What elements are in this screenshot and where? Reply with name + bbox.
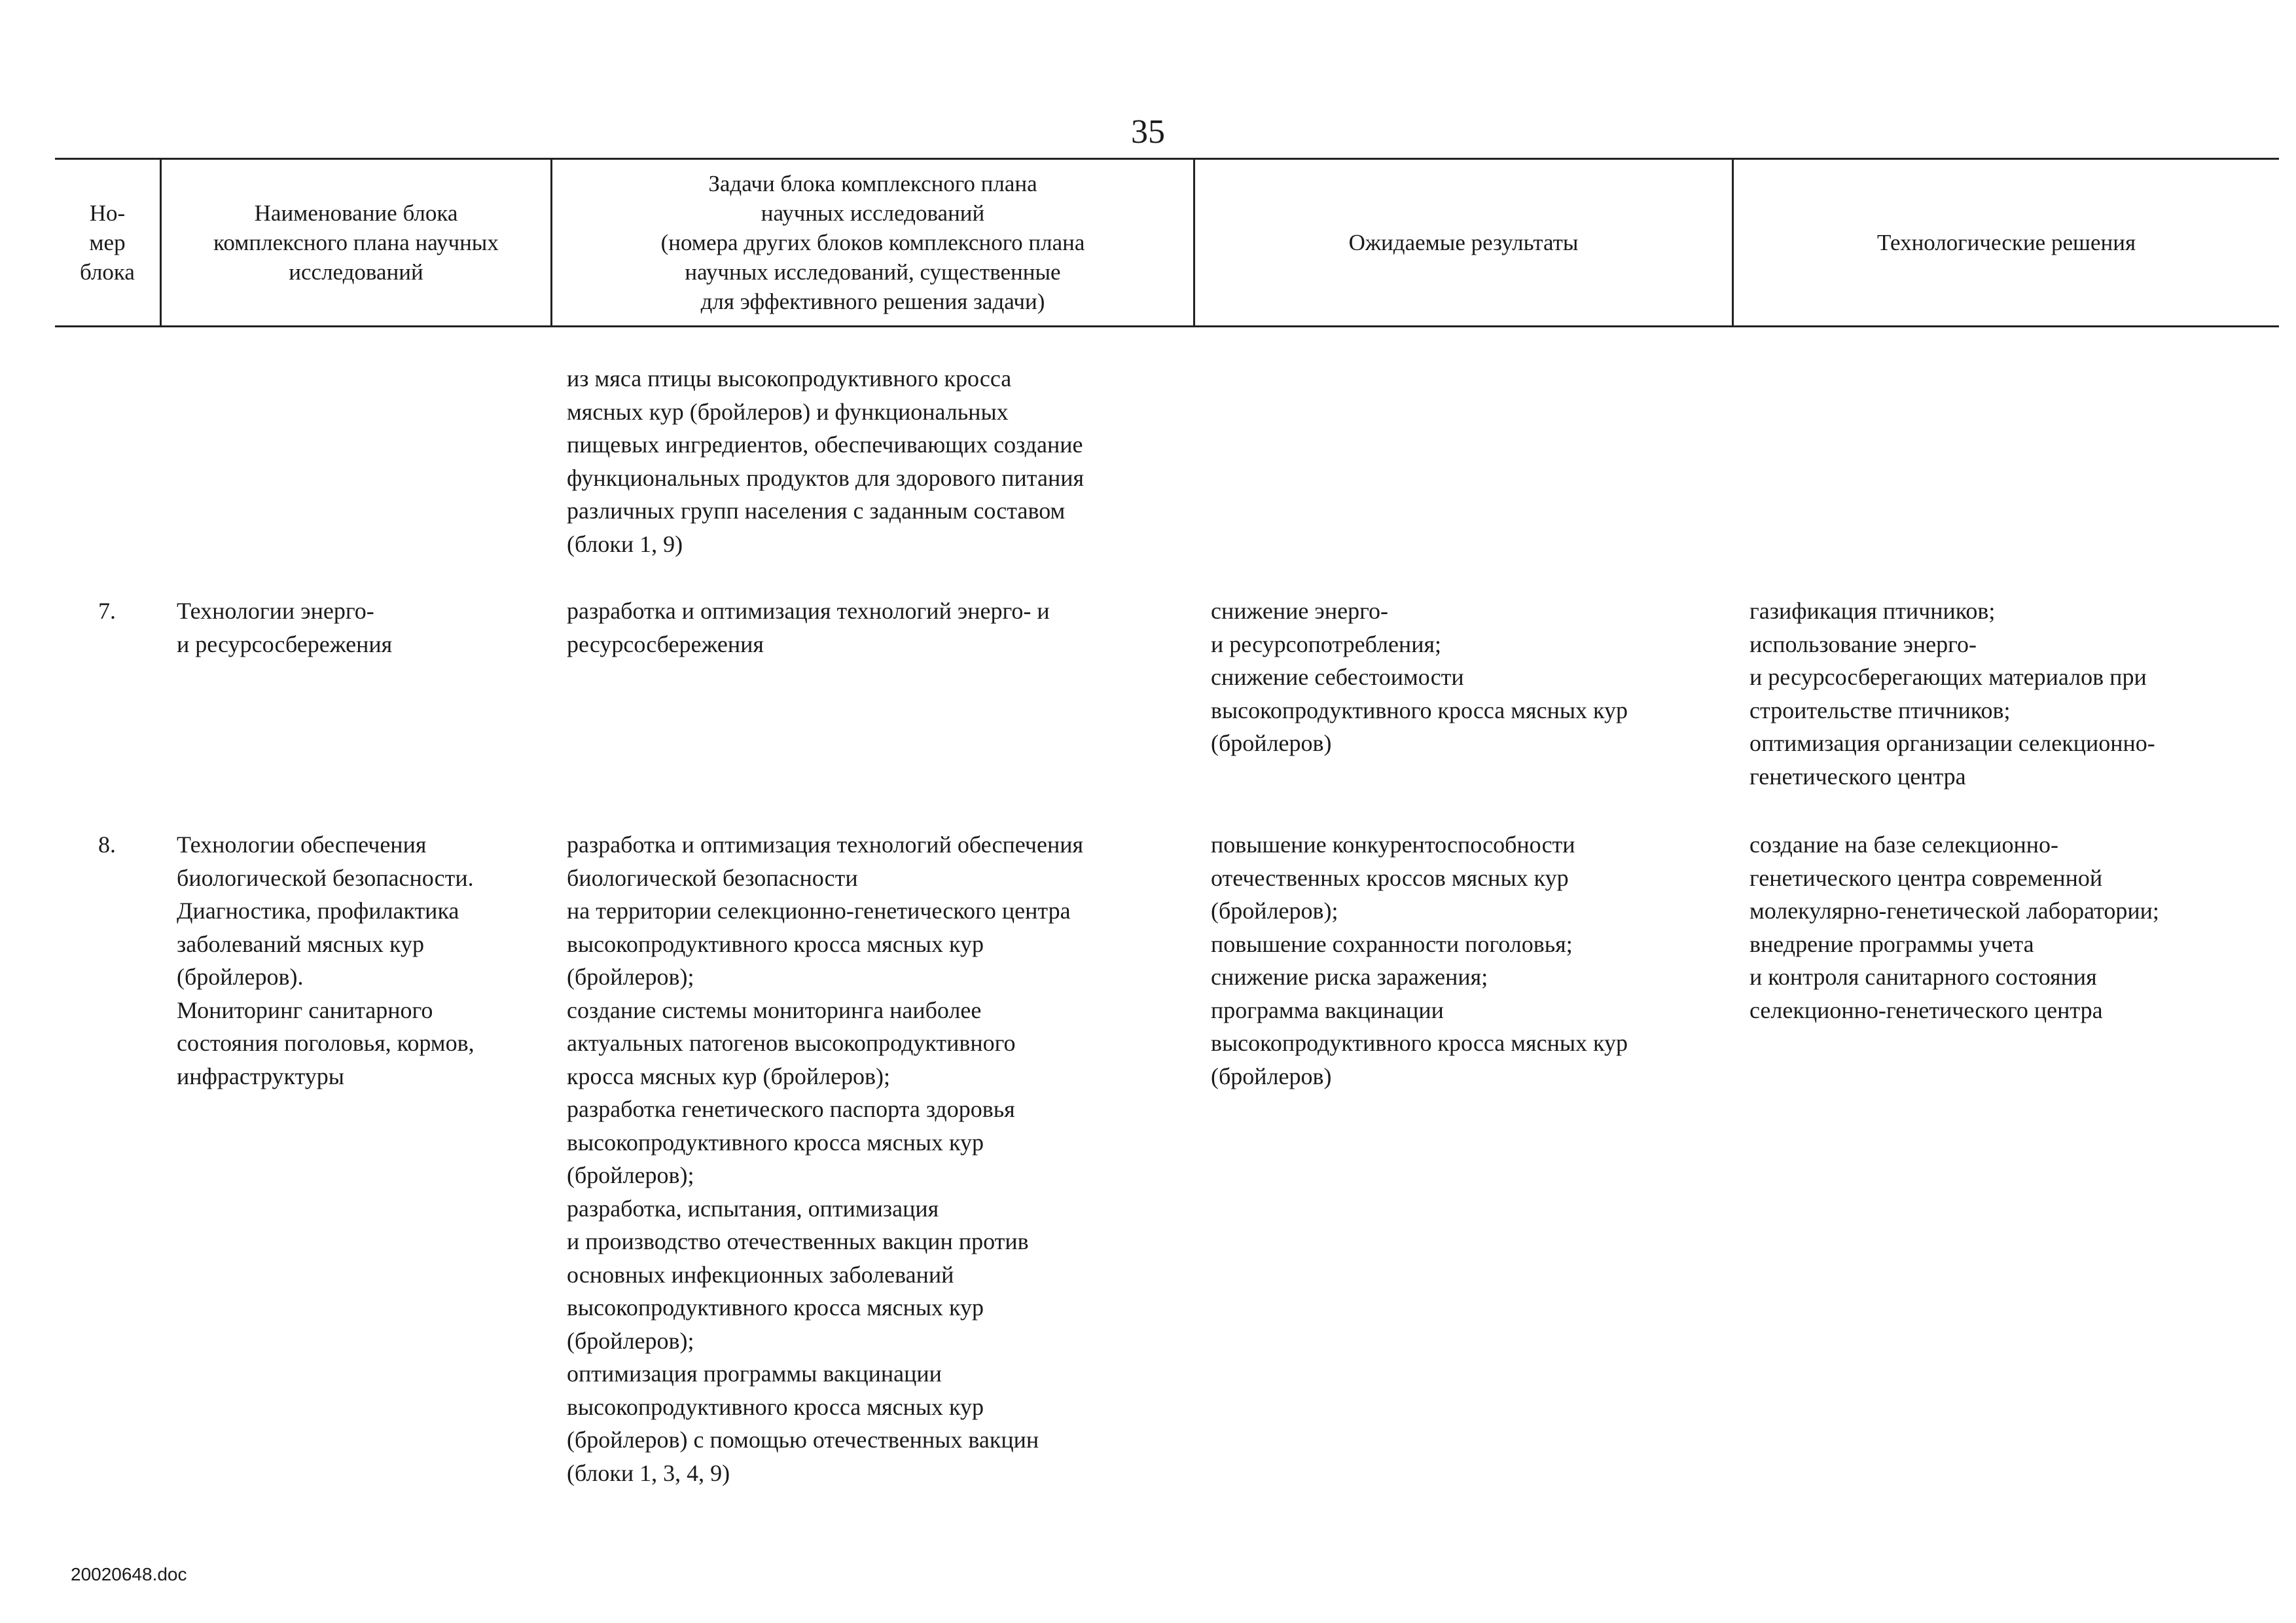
row-8-name: Технологии обеспечения биологической безопасности. Диагностика, профилактика заболеваний мясных кур (бройлеров). Мониторинг санитарного состояния поголовья, кормов, инфраструктуры — [177, 831, 475, 1089]
row-7-results: снижение энерго- и ресурсопотребления; снижение себестоимости высокопродуктивного кросса мясных кур (бройлеров) — [1211, 598, 1628, 756]
header-cell-block-number: Но- мер блока — [80, 200, 135, 285]
row-8-tasks: разработка и оптимизация технологий обеспечения биологической безопасности на территории селекционно-генетического центра высокопродуктивного кросса мясных кур (бройлеров); создание системы мониторинга наиболее актуальных патогенов высокопродуктивного кросса мясных кур (бройлеров); разработка генетического паспорта здоровья высокопродуктивного кросса мясных кур (бройлеров); разработка, испытания, оптимизация и производство отечественных вакцин против основных инфекционных заболеваний высокопродуктивного кросса мясных кур (бройлеров); оптимизация программы вакцинации высокопродуктивного кросса мясных кур (бройлеров) с помощью отечественных вакцин (блоки 1, 3, 4, 9) — [567, 831, 1084, 1486]
footer-filename: 20020648.doc — [71, 1564, 187, 1584]
row-7-number: 7. — [98, 598, 116, 624]
row-8-results: повышение конкурентоспособности отечественных кроссов мясных кур (бройлеров); повышение сохранности поголовья; снижение риска заражения; программа вакцинации высокопродуктивного кросса мясных кур (бройлеров) — [1211, 831, 1628, 1089]
continuation-tasks: из мяса птицы высокопродуктивного кросса мясных кур (бройлеров) и функциональных пищевых ингредиентов, обеспечивающих создание функциональных продуктов для здорового питания различных групп населения с заданным составом (блоки 1, 9) — [567, 365, 1085, 557]
row-7-solutions: газификация птичников; использование энерго- и ресурсосберегающих материалов при строительстве птичников; оптимизация организации селекционно- генетического центра — [1749, 598, 2155, 790]
header-cell-technological-solutions: Технологические решения — [1876, 229, 2136, 255]
page-number: 35 — [1131, 113, 1165, 151]
row-8-solutions: создание на базе селекционно- генетического центра современной молекулярно-генетической лаборатории; внедрение программы учета и контроля санитарного состояния селекционно-генетического центра — [1749, 831, 2159, 1023]
table-header-bottom-rule — [55, 325, 2279, 327]
row-7-name: Технологии энерго- и ресурсосбережения — [177, 598, 393, 657]
header-cell-block-name: Наименование блока комплексного плана научных исследований — [213, 200, 499, 285]
header-cell-expected-results: Ожидаемые результаты — [1348, 229, 1579, 255]
row-7-tasks: разработка и оптимизация технологий энерго- и ресурсосбережения — [567, 598, 1050, 657]
row-8-number: 8. — [98, 831, 116, 858]
header-cell-block-tasks: Задачи блока комплексного плана научных исследований (номера других блоков комплексного плана научных исследований, существенные для эффективного решения задачи) — [660, 170, 1085, 314]
